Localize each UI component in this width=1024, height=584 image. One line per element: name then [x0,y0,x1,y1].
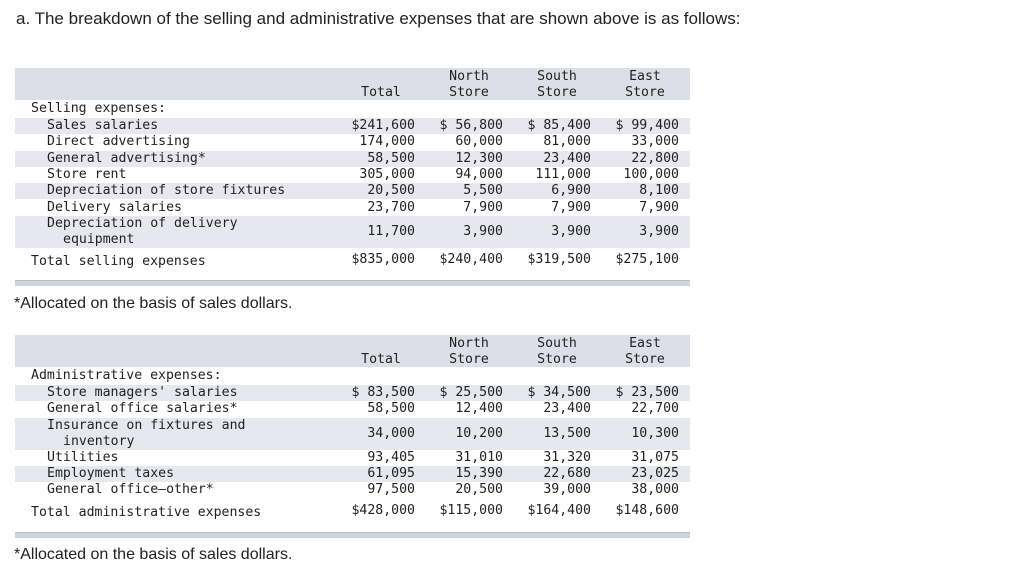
section-heading: Administrative expenses: [31,368,222,383]
cell-east: 8,100 [639,183,679,199]
col-header-north: North [449,69,489,84]
col-header-east: East [629,336,661,351]
cell-south: 81,000 [543,134,591,150]
cell-east: 22,800 [631,150,679,166]
selling-expenses-table [15,68,690,290]
cell-south: 39,000 [543,482,591,498]
cell-total: $241,600 [351,118,415,133]
cell-north: 3,900 [463,223,503,239]
cell-south: 7,900 [551,199,591,215]
cell-east: 23,025 [631,465,679,481]
table-bottom-rule [15,532,690,538]
col-header-east: East [629,69,661,84]
admin-expenses-table [15,335,690,545]
row-label-continued: equipment [63,231,135,247]
row-label: Store managers' salaries [47,385,238,400]
col-header-south-store: Store [537,85,577,100]
row-label: Delivery salaries [47,199,182,215]
cell-south: 13,500 [543,425,591,441]
allocation-footnote: *Allocated on the basis of sales dollars. [14,546,293,563]
row-label: Depreciation of store fixtures [47,183,286,199]
total-row-label: Total selling expenses [31,254,206,269]
total-row-south: $319,500 [527,252,591,267]
cell-south: 23,400 [543,150,591,166]
cell-east: $ 99,400 [615,118,679,133]
col-header-north-store: Store [449,352,489,367]
cell-total: 20,500 [367,183,415,199]
cell-total: 23,700 [367,199,415,215]
allocation-footnote: *Allocated on the basis of sales dollars. [14,295,293,312]
cell-south: 31,320 [543,449,591,465]
cell-total: 305,000 [359,166,415,182]
total-row-total: $428,000 [351,503,415,518]
cell-south: 3,900 [551,223,591,239]
cell-north: 20,500 [455,482,503,498]
cell-east: 38,000 [631,482,679,498]
col-header-north: North [449,336,489,351]
row-label: Sales salaries [47,118,159,133]
cell-north: $ 56,800 [439,118,503,133]
col-header-total: Total [361,85,401,100]
cell-total: 58,500 [367,401,415,417]
row-label: General advertising* [47,150,206,166]
cell-east: 7,900 [639,199,679,215]
cell-east: 3,900 [639,223,679,239]
cell-north: 15,390 [455,465,503,481]
col-header-south: South [537,336,577,351]
cell-east: $ 23,500 [615,385,679,400]
total-row-south: $164,400 [527,503,591,518]
cell-total: $ 83,500 [351,385,415,400]
cell-north: 10,200 [455,425,503,441]
cell-north: 12,400 [455,401,503,417]
cell-east: 22,700 [631,401,679,417]
row-label-continued: inventory [63,433,135,449]
cell-total: 93,405 [367,449,415,465]
cell-total: 58,500 [367,150,415,166]
row-label: Direct advertising [47,134,190,150]
row-label: Store rent [47,166,127,182]
row-label: General office salaries* [47,401,238,417]
total-row-north: $240,400 [439,252,503,267]
cell-east: 33,000 [631,134,679,150]
row-label: Depreciation of delivery [47,215,238,231]
cell-east: 31,075 [631,449,679,465]
total-row-north: $115,000 [439,503,503,518]
cell-north: 12,300 [455,150,503,166]
col-header-east-store: Store [625,352,665,367]
cell-south: $ 85,400 [527,118,591,133]
cell-north: 60,000 [455,134,503,150]
col-header-south: South [537,69,577,84]
cell-south: 6,900 [551,183,591,199]
section-heading: Selling expenses: [31,101,166,116]
cell-total: 34,000 [367,425,415,441]
row-label: Employment taxes [47,465,175,481]
intro-text: a. The breakdown of the selling and administrative expenses that are shown above is as follows: [16,9,741,28]
cell-north: 7,900 [463,199,503,215]
col-header-north-store: Store [449,85,489,100]
row-label: Insurance on fixtures and [47,417,246,433]
cell-north: 5,500 [463,183,503,199]
cell-east: 100,000 [623,166,679,182]
cell-east: 10,300 [631,425,679,441]
table-bottom-rule [15,280,690,286]
total-row-east: $148,600 [615,503,679,518]
cell-south: 111,000 [535,166,591,182]
total-row-label: Total administrative expenses [31,505,262,520]
col-header-total: Total [361,352,401,367]
cell-south: $ 34,500 [527,385,591,400]
col-header-south-store: Store [537,352,577,367]
cell-total: 174,000 [359,134,415,150]
total-row-total: $835,000 [351,252,415,267]
cell-north: 31,010 [455,449,503,465]
cell-total: 61,095 [367,465,415,481]
cell-total: 11,700 [367,223,415,239]
cell-north: 94,000 [455,166,503,182]
cell-south: 22,680 [543,465,591,481]
col-header-east-store: Store [625,85,665,100]
row-label: General office—other* [47,482,214,498]
total-row-east: $275,100 [615,252,679,267]
cell-south: 23,400 [543,401,591,417]
cell-total: 97,500 [367,482,415,498]
cell-north: $ 25,500 [439,385,503,400]
row-label: Utilities [47,449,119,465]
